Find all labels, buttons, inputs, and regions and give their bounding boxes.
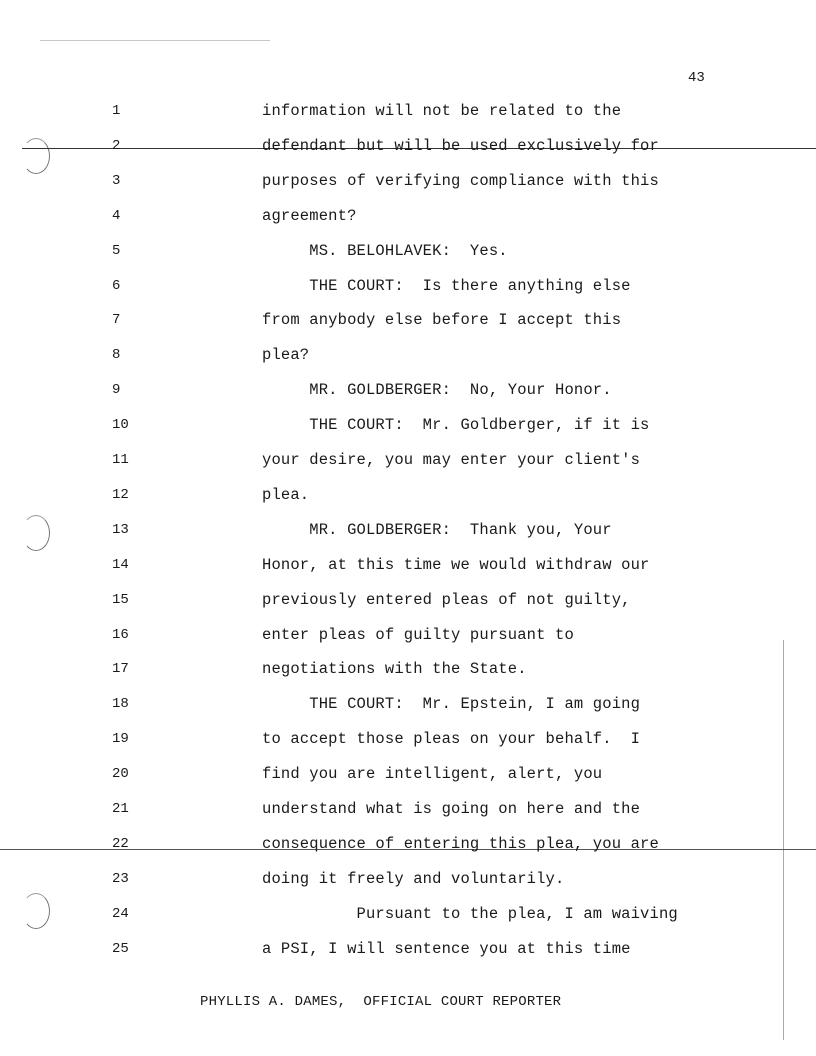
line-number: 22 <box>112 836 129 852</box>
line-number: 8 <box>112 347 121 363</box>
transcript-line-text: a PSI, I will sentence you at this time <box>262 940 631 958</box>
line-number: 21 <box>112 801 129 817</box>
line-number: 5 <box>112 243 121 259</box>
transcript-line-text: MR. GOLDBERGER: Thank you, Your <box>262 521 612 539</box>
transcript-line-text: THE COURT: Is there anything else <box>262 277 631 295</box>
binder-hole-top <box>22 138 50 174</box>
transcript-line-text: find you are intelligent, alert, you <box>262 765 603 783</box>
line-number: 24 <box>112 906 129 922</box>
scan-edge-line <box>783 640 784 1040</box>
court-reporter-footer: PHYLLIS A. DAMES, OFFICIAL COURT REPORTER <box>200 994 562 1010</box>
transcript-line-text: THE COURT: Mr. Goldberger, if it is <box>262 416 650 434</box>
line-number: 3 <box>112 173 121 189</box>
transcript-line-text: previously entered pleas of not guilty, <box>262 591 631 609</box>
line-number: 23 <box>112 871 129 887</box>
transcript-line-text: agreement? <box>262 207 357 225</box>
line-number: 10 <box>112 417 129 433</box>
transcript-line-text: THE COURT: Mr. Epstein, I am going <box>262 695 641 713</box>
line-number: 12 <box>112 487 129 503</box>
transcript-line-text: doing it freely and voluntarily. <box>262 870 565 888</box>
transcript-line-text: from anybody else before I accept this <box>262 311 622 329</box>
line-number: 14 <box>112 557 129 573</box>
transcript-line-text: purposes of verifying compliance with this <box>262 172 659 190</box>
transcript-line-text: your desire, you may enter your client's <box>262 451 641 469</box>
line-number: 15 <box>112 592 129 608</box>
line-number: 2 <box>112 138 121 154</box>
line-number: 9 <box>112 382 121 398</box>
transcript-line-text: information will not be related to the <box>262 102 622 120</box>
transcript-line-text: to accept those pleas on your behalf. I <box>262 730 641 748</box>
transcript-line-text: Honor, at this time we would withdraw our <box>262 556 650 574</box>
line-number: 4 <box>112 208 121 224</box>
line-number: 1 <box>112 103 121 119</box>
line-number: 13 <box>112 522 129 538</box>
transcript-line-text: consequence of entering this plea, you are <box>262 835 659 853</box>
line-number: 6 <box>112 278 121 294</box>
transcript-line-text: defendant but will be used exclusively for <box>262 137 659 155</box>
transcript-line-text: enter pleas of guilty pursuant to <box>262 626 574 644</box>
transcript-line-text: Pursuant to the plea, I am waiving <box>262 905 678 923</box>
line-number: 7 <box>112 312 121 328</box>
line-number: 11 <box>112 452 129 468</box>
transcript-line-text: understand what is going on here and the <box>262 800 641 818</box>
page-number: 43 <box>688 70 705 86</box>
transcript-line-text: negotiations with the State. <box>262 660 527 678</box>
line-number: 17 <box>112 661 129 677</box>
line-number: 25 <box>112 941 129 957</box>
binder-hole-middle <box>22 515 50 551</box>
binder-hole-bottom <box>22 893 50 929</box>
transcript-line-text: MS. BELOHLAVEK: Yes. <box>262 242 508 260</box>
line-number: 19 <box>112 731 129 747</box>
line-number: 18 <box>112 696 129 712</box>
transcript-line-text: MR. GOLDBERGER: No, Your Honor. <box>262 381 612 399</box>
transcript-line-text: plea. <box>262 486 310 504</box>
line-number: 16 <box>112 627 129 643</box>
line-number: 20 <box>112 766 129 782</box>
scan-artifact-top <box>40 40 270 41</box>
transcript-line-text: plea? <box>262 346 310 364</box>
